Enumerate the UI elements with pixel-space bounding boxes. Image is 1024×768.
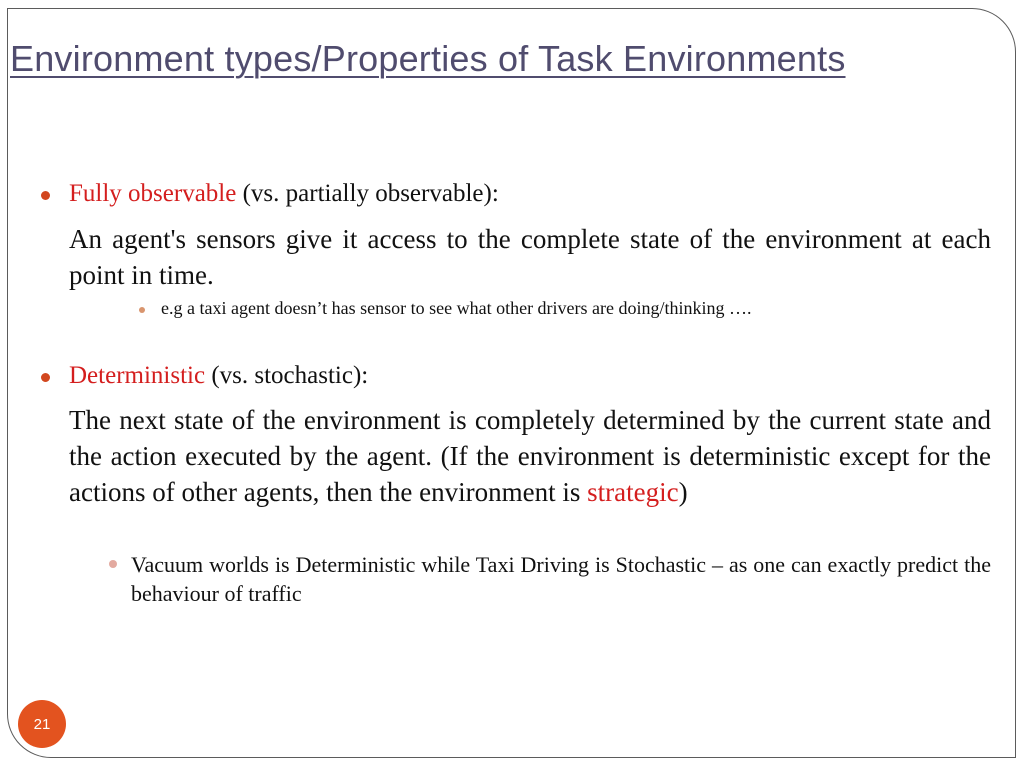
term-deterministic: Deterministic <box>69 362 206 389</box>
qualifier-partially-observable: (vs. partially observable): <box>242 180 499 207</box>
slide-number: 21 <box>33 715 51 733</box>
example-taxi-agent: e.g a taxi agent doesn’t has sensor to see what other drivers are doing/thinking …. <box>161 298 752 318</box>
sub-bullet-dot-icon <box>139 307 145 313</box>
example-vacuum-world: Vacuum worlds is Deterministic while Taxi Driving is Stochastic – as one can exactly predict the behaviour of traffic <box>131 552 991 606</box>
description-deterministic-text: The next state of the environment is completely determined by the current state and the action executed by the agent. (If the environment is deterministic except for the actions of other agents, then the environment is <box>69 405 991 507</box>
sub-bullet-dot-icon <box>109 560 117 568</box>
term-strategic: strategic <box>587 477 679 507</box>
description-closing-paren: ) <box>678 477 688 507</box>
bullet-dot-icon <box>41 373 50 382</box>
description-fully-observable: An agent's sensors give it access to the complete state of the environment at each point in time. <box>69 224 991 290</box>
qualifier-stochastic: (vs. stochastic): <box>211 362 369 389</box>
term-fully-observable: Fully observable <box>69 180 237 207</box>
bullet-heading-deterministic <box>69 362 368 390</box>
description-deterministic <box>69 402 991 510</box>
slide-number-badge <box>18 700 66 748</box>
bullet-dot-icon <box>41 191 50 200</box>
slide-title: Environment types/Properties of Task Environments <box>10 38 846 79</box>
bullet-heading-fully-observable <box>69 180 499 208</box>
